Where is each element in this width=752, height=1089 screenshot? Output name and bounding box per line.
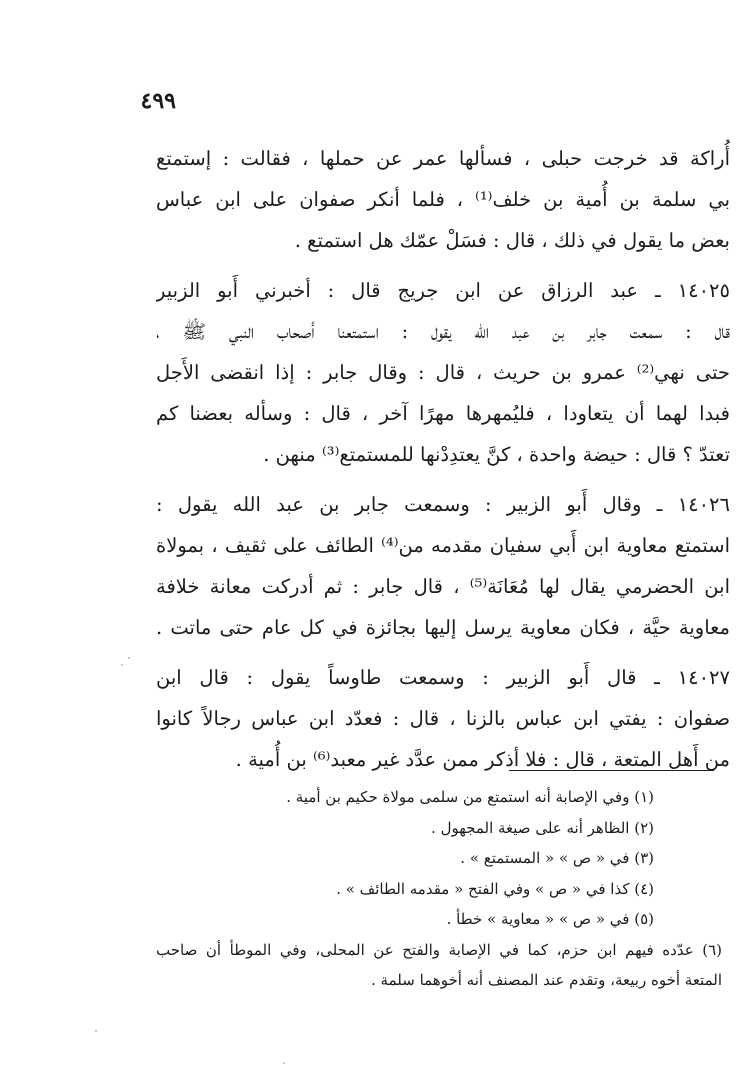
footnote-2: (٢) الظاهر أنه على صيغة المجهول . — [431, 818, 654, 837]
text-line: ١٤٠٢٦ ـ وقال أَبو الزبير : وسمعت جابر بن عبد الله يقول : — [156, 493, 730, 516]
paragraph-intro — [156, 138, 730, 261]
hadith-14027 — [156, 657, 730, 780]
footnote-3: (٣) في « ص » « المستمتع » . — [460, 849, 654, 867]
text-line: حتى نهي⁽²⁾ عمرو بن حريث ، قال : وقال جابر : إذا انقضى الأَجل — [156, 361, 730, 384]
text-line: صفوان : يفتي ابن عباس بالزنا ، قال : فعدّد ابن عباس رجالاً كانوا — [156, 707, 730, 730]
scan-speck — [128, 657, 130, 659]
text-line: استمتع معاوية ابن أَبي سفيان مقدمه من⁽⁴⁾ الطائف على ثقيف ، بمولاة — [156, 534, 730, 557]
text-line: قال : سمعت جابر بن عبد الله يقول : استمتعنا أَصحاب النبي ﷺ ، — [156, 320, 730, 343]
text-line: معاوية حيَّة ، فكان معاوية يرسل إليها بجائزة في كل عام حتى ماتت . — [156, 616, 730, 639]
text-line: أُراكة قد خرجت حبلى ، فسألها عمر عن حملها ، فقالت : إستمتع — [156, 147, 730, 170]
footnote-4: (٤) كذا في « ص » وفي الفتح « مقدمه الطائف » . — [336, 879, 654, 898]
main-text — [156, 138, 730, 780]
scan-speck — [121, 664, 123, 666]
footnotes — [156, 782, 722, 996]
footnote-1: (١) وفي الإصابة أنه استمتع من سلمى مولاة حكيم بن أمية . — [286, 788, 654, 806]
text-line: ابن الحضرمي يقال لها مُعَانَة⁽⁵⁾ ، قال جابر : ثم أدركت معانة خلافة — [156, 575, 730, 598]
text-line: ١٤٠٢٥ ـ عبد الرزاق عن ابن جريج قال : أخبرني أَبو الزبير — [156, 279, 730, 302]
footnote-5: (٥) في « ص » « معاوية » خطأ . — [446, 910, 654, 928]
text-line: فبدا لهما أن يتعاودا ، فليُمهرها مهرًا آخر ، قال : وسأله بعضنا كم — [156, 402, 730, 425]
scan-speck — [283, 1062, 285, 1064]
footnote-6: (٦) عدّده فيهم ابن حزم، كما في الإصابة والفتح عن المحلى، وفي الموطأ أن صاحب — [156, 940, 722, 959]
text-line: تعتدّ ؟ قال : حيضة واحدة ، كنَّ يعتدِدْنها للمستمتع⁽³⁾ منهن . — [263, 443, 730, 466]
hadith-14026 — [156, 484, 730, 648]
scan-speck — [95, 1030, 97, 1032]
footnote-6-continuation: المتعة أخوه ربيعة، وتقدم عند المصنف أنه أخوهما سلمة . — [371, 971, 722, 989]
text-line: ١٤٠٢٧ ـ قال أَبو الزبير : وسمعت طاوساً يقول : قال ابن — [156, 666, 730, 689]
text-line: بي سلمة بن أُمية بن خلف⁽¹⁾ ، فلما أنكر صفوان على ابن عباس — [156, 188, 730, 211]
text-line: من أَهل المتعة ، قال : فلا أذكر ممن عدَّد غير معبد⁽⁶⁾ بن أُمية . — [235, 748, 730, 771]
page-number: ٤٩٩ — [140, 88, 176, 114]
text-line: بعض ما يقول في ذلك ، قال : فسَلْ عمّك هل استمتع . — [294, 229, 730, 252]
footnote-separator — [509, 770, 714, 771]
hadith-14025 — [156, 270, 730, 475]
